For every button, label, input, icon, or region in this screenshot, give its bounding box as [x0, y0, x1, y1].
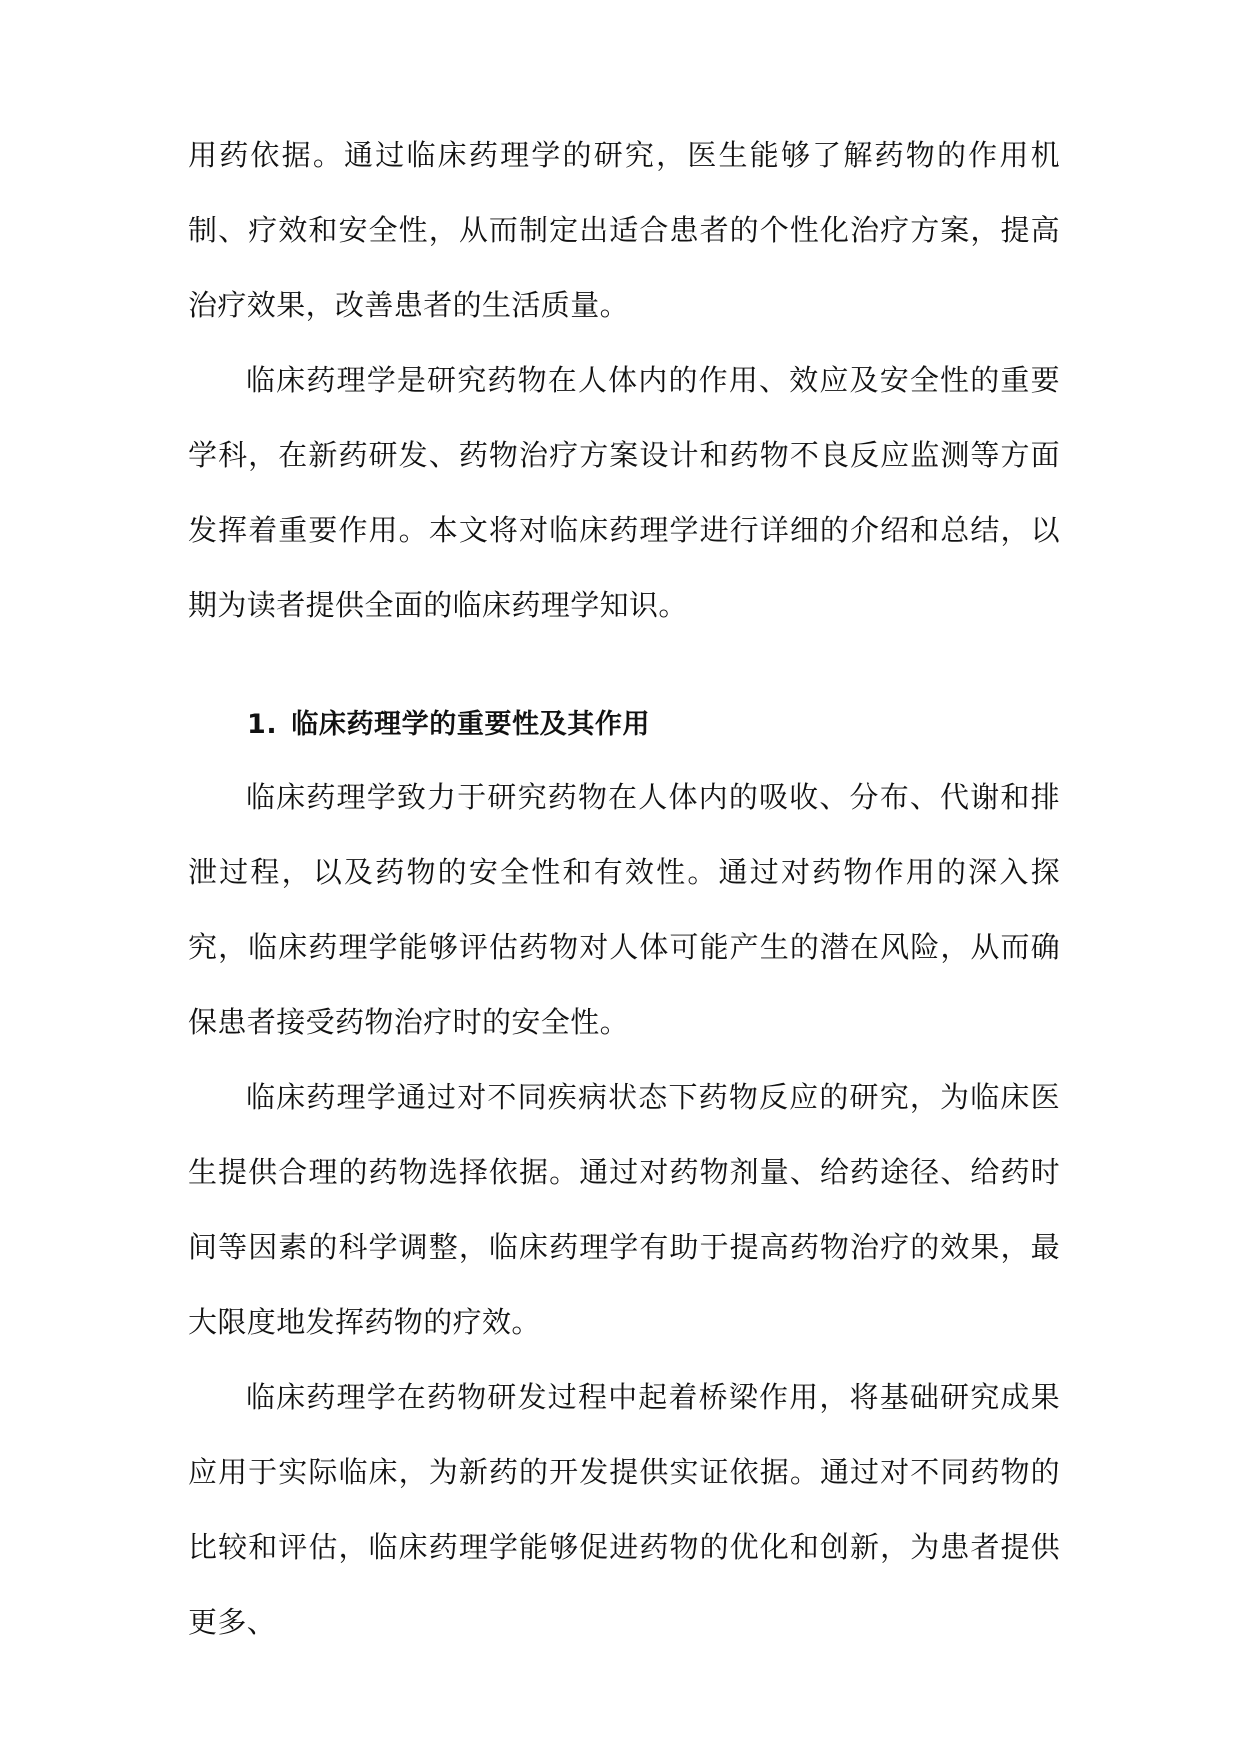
- paragraph-2-line-2: 科，在新药研发、药物治疗方案设计和药物不良反应监测等方面发挥: [188, 438, 1060, 547]
- section-number: 1.: [247, 709, 278, 740]
- paragraph-4-line-3: 因素的科学调整，临床药理学有助于提高药物治疗的效果，最大限度: [188, 1230, 1060, 1339]
- paragraph-5-line-3: 和评估，临床药理学能够促进药物的优化和创新，为患者提供更多、: [188, 1530, 1060, 1639]
- section-title: 临床药理学的重要性及其作用: [291, 709, 651, 740]
- paragraph-1: [188, 118, 1060, 343]
- paragraph-1-line-3: 果，改善患者的生活质量。: [276, 288, 630, 322]
- paragraph-4-line-1: 临床药理学通过对不同疾病状态下药物反应的研究，为临床医生: [188, 1080, 1060, 1189]
- text-block-top: [188, 118, 1060, 643]
- paragraph-5-line-2: 用于实际临床，为新药的开发提供实证依据。通过对不同药物的比较: [188, 1455, 1060, 1564]
- paragraph-3-line-3: 床药理学能够评估药物对人体可能产生的潜在风险，从而确保患者接: [188, 930, 1060, 1039]
- paragraph-4: [188, 1060, 1060, 1360]
- section-heading: [247, 705, 650, 745]
- paragraph-1-line-1: 用药依据。通过临床药理学的研究，医生能够了解药物的作用机制、: [188, 138, 1060, 247]
- paragraph-2-line-1: 临床药理学是研究药物在人体内的作用、效应及安全性的重要学: [188, 363, 1060, 472]
- paragraph-2: [188, 343, 1060, 643]
- text-block-bottom: [188, 760, 1060, 1660]
- paragraph-5: [188, 1360, 1060, 1660]
- paragraph-3-line-4: 受药物治疗时的安全性。: [305, 1005, 630, 1039]
- paragraph-4-line-4: 地发挥药物的疗效。: [276, 1305, 541, 1339]
- paragraph-1-line-2: 疗效和安全性，从而制定出适合患者的个性化治疗方案，提高治疗效: [188, 213, 1060, 322]
- paragraph-5-line-1: 临床药理学在药物研发过程中起着桥梁作用，将基础研究成果应: [188, 1380, 1060, 1489]
- paragraph-3-line-2: 过程，以及药物的安全性和有效性。通过对药物作用的深入探究，临: [188, 855, 1060, 964]
- paragraph-4-line-2: 提供合理的药物选择依据。通过对药物剂量、给药途径、给药时间等: [188, 1155, 1060, 1264]
- paragraph-3-line-1: 临床药理学致力于研究药物在人体内的吸收、分布、代谢和排泄: [188, 780, 1060, 889]
- paragraph-3: [188, 760, 1060, 1060]
- paragraph-2-line-4: 者提供全面的临床药理学知识。: [276, 588, 688, 622]
- paragraph-2-line-3: 着重要作用。本文将对临床药理学进行详细的介绍和总结，以期为读: [188, 513, 1060, 622]
